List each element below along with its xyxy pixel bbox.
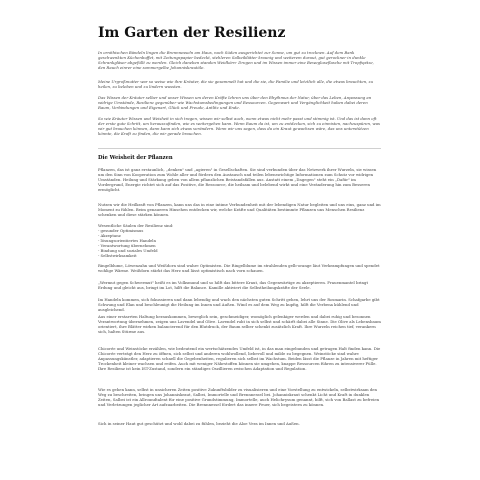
body-paragraph: Sich in seiner Haut gut geschützt und wohl dabei zu fühlen, bezieht die Aloe Vera im Innen und Außen. bbox=[98, 421, 300, 426]
resilience-pillars-list bbox=[98, 228, 381, 258]
intro-paragraph: Das Wissen der Kräuter selber und unser Wissen um deren Kräfte lehren uns über den Rhythmus der Natur, über das Leben, Anpassung an widrige Umstände, Resilienz gegenüber wie Wachstumsbedingungen und Ressourcen. Gegenwart und Vergänglichkeit haben dabei deren Raum, Verbindungen und Eigenart, Glück und Freude, Antlitz und Ende. bbox=[98, 95, 372, 111]
list-item: - gesunder Optimismus bbox=[98, 228, 144, 233]
body-paragraph: Aus einer erstarrten Haltung herauskommen, beweglich sein, geschmeidiger, womöglich gelenkiger werden und dabei ruhig und besonnen Verantwortung übernehmen, zeigen uns Lavendel und Olive. Lavendel ruht in sich selbst und schärft dabei alle Sinne. Die Olive als Lebensbaum orientiert, ihre Blätter wirken balancierend für den Blutdruck, der Baum selber schenkt zusätzlich Kraft. Ihre Wurzeln reichen tief, verankern sich, halten Stürme aus. bbox=[98, 314, 381, 335]
body-paragraph: „Wermut gegen Schwermut" heißt es im Volksmund und so hilft das bittere Kraut, das Gegenwärtige zu akzeptieren. Frauenmantel bringt Erdung und gleicht aus, bringt im Lot, hilft die Balance. Kamille aktiviert die Selbstheilungskräfte der Seele. bbox=[98, 280, 369, 291]
list-item: - Verantwortung übernehmen bbox=[98, 243, 156, 249]
list-item: - Akzeptanz bbox=[98, 233, 121, 239]
body-paragraph: Nutzen wir die Heilkraft von Pflanzen, kann uns das in eine intime Verbundenheit mit der lebendigen Natur begleiten und uns eins, ganz und im Moment zu fühlen. Beim genaueren Hinsehen entdecken wir, welche Kräfte und Qualitäten bestimmte Pflanzen uns Menschen Resilienz schenken und diese stärken können. bbox=[98, 202, 381, 218]
intro-paragraph: Meine Urgroßmutter war so weise wie ihre Kräuter, die sie gesammelt hat und die sie, die Familie und letztlich alle, die etwas brauchten, zu heilen, zu beleben und zu lindern wussten. bbox=[98, 79, 374, 90]
page-title: Im Garten der Resilienz bbox=[98, 25, 286, 41]
section-heading: Die Weisheit der Pflanzen bbox=[98, 155, 173, 161]
list-item: - Bindung und soziales Umfeld bbox=[98, 248, 158, 254]
list-header: Wesentliche Säulen der Resilienz sind: bbox=[98, 223, 174, 228]
body-paragraph: Wie es gehen kann, selbst in unsicheren Zeiten positive Zukunftsbilder zu visualisieren und eine Vorstellung zu entwickeln, selbstwirksam den Weg zu beschreiten, bringen uns Johanniskraut, Salbei, Immortelle und Brennnessel bei. Johanniskraut schenkt Licht und Kraft in dunklen Zeiten, Salbei ist ein Allroundtalent für eine positive Grundstimmung, Immortelle, auch Helichrysum genannt, hilft, sich von Ballast zu befreien und Verletzungen jeglicher Art aufzuarbeiten. Die Brennnessel fördert das innere Feuer, sich begeistern zu können. bbox=[98, 387, 380, 408]
list-item: - Selbstwirksamkeit bbox=[98, 253, 137, 259]
body-paragraph: Im Handeln kommen, sich fokussieren und dann lebendig und wach den nächsten guten Schritt gehen, lehrt uns der Rosmarin. Schafgarbe gibt Schwung und Elan und beschleunigt die Heilung im Innen und Außen. Wind es auf dem Weg zu kupfig, hilft die Verbena kühlend und ausgleichend. bbox=[98, 297, 380, 313]
body-paragraph: Ringelblume, Löwenzahn und Weißdorn sind wahre Optimisten. Die Ringelblume im strahlenden gelb-orange läut Verkrampfungen und spendet wohlige Wärme. Weißdorn stärkt das Herz und lässt optimistisch nach vorn schauen. bbox=[98, 263, 380, 274]
body-paragraph: Chicorée und Weinstöcke erzählen, wie bedeutend ein wertschätzendes Umfeld ist, in das man eingebunden und getragen Halt finden kann. Die Chicorée verträgt den Herz zu öffnen, sich selbst und anderen wohlwollend, liebevoll und milde zu begegnen. Weinstöcke sind wahre Anpassungskünstler, adaptieren schnell die Gegebenheiten, regulieren sich selbst im Wachstum. Beiden lässt die Pflanze in Jahren mit heftiger Trockenheit kleiner wachsen und reifen. Auch mit weniger Nährstoffen können sie umgehen, knappe Ressourcen führen zu intensiverer Fülle. Ihre Resilienz ist kein IST-Zustand, sondern ein ständiges Oszillieren zwischen Adaptation und Regulation. bbox=[98, 346, 381, 372]
list-item: - lösungsorientiertes Handeln bbox=[98, 238, 157, 244]
section-divider bbox=[98, 148, 381, 149]
body-paragraph: Pflanzen, das ist ganz erstaunlich, „denken" und „agieren" in Gesellschaften. Sie sind verbunden über das Netzwerk ihrer Wurzeln, sie wissen um den Sinn von Kooperation zum Wohle aller und fördern den Austausch und teilen lebenswichtige Informationen zum Schutz vor widrigen Umständen. Heilung und Stärkung geben von allem pflanzlichen Beistandsfällen aus. Anstatt einem „Dagegen" steht ein „Dafür" im Vordergrund, Energie richtet sich auf das Positive, die Ressource, die heilsam und belebend wirkt und eine Veränderung hin zum Besseren ermöglicht. bbox=[98, 167, 377, 193]
intro-paragraph: In ornithischen Bändeln lingen die Brennnesseln am Haus, nach Süden ausgerichtet zur Sonne, um gut zu trocknen. Auf dem Bank geschwenkten Küchenbuffet, mit Zeitungspapier bedeckt, stehleren Salbeiblätter kraunig und weiterem duraut, gut gerockner in dunkle Schrankgläser abgefüllt zu werden. Gleich daneben standen Weidkörn- Drogen und im Wissen immer eine Bewegloseflasche mit Tropfspitze, den Rauch einrer eine sommergelbe Johanniskrautöle. bbox=[98, 50, 374, 71]
intro-paragraph: So wie Kräuter Wissen und Weisheit in sich tragen, wissen wir selbst auch, wenn etwas nicht mehr passt und stimmig ist. Und das ist dann oft der erste gute Schritt, um herauszufinden, wie es weitergehen kann. Wenn Raum da ist, um zu entdecken, sich zu einnisten, nachzuspüren, was wir gut brauchen können, dann kann sich etwas verändern. Wenn wir uns sagen, dass da ein Kraut gewachsen wäre, das uns unterstützen könnte, die Kraft zu finden, die wir gerade brauchen. bbox=[98, 116, 380, 137]
